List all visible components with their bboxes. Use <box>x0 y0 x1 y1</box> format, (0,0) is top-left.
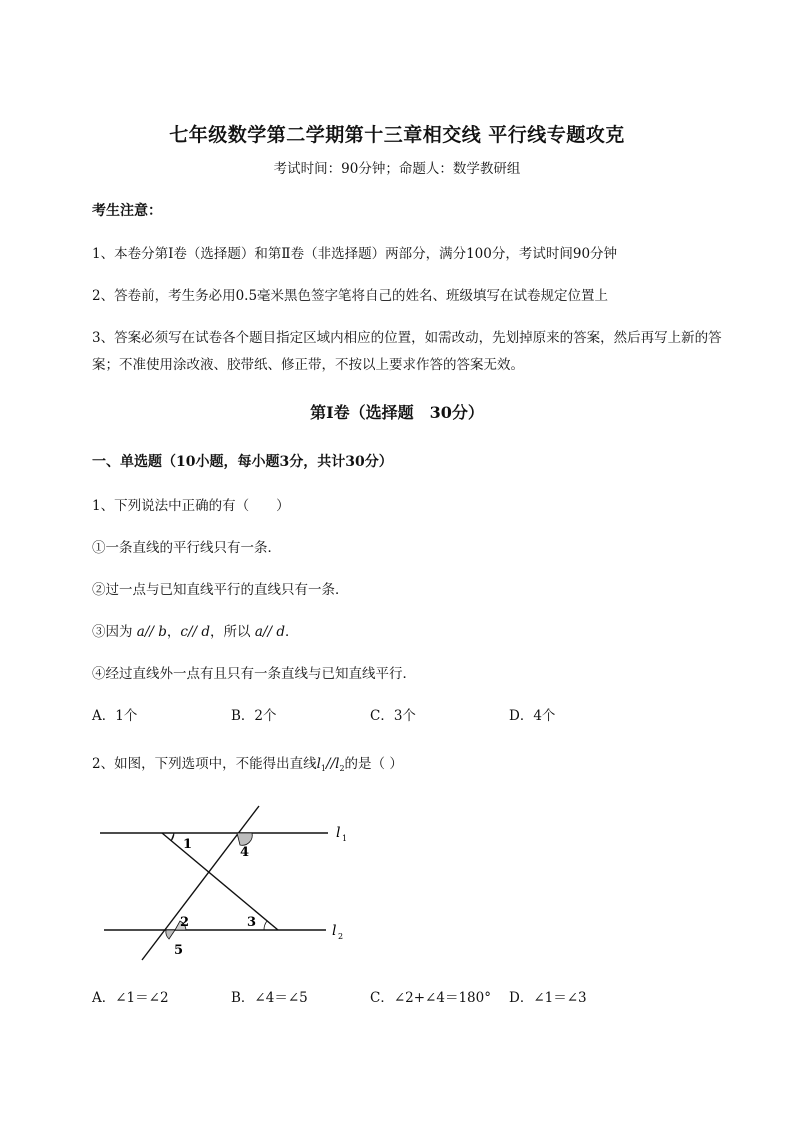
note-item-3: 3、答案必须写在试卷各个题目指定区域内相应的位置，如需改动，先划掉原来的答案，然后再写上新的答案；不准使用涂改液、胶带纸、修正带，不按以上要求作答的答案无效。 <box>92 330 722 373</box>
q2-option-c[interactable]: C．∠2+∠4＝180° <box>370 990 491 1006</box>
exam-subtitle: 考试时间：90分钟；命题人：数学教研组 <box>273 161 521 177</box>
line-label-l1-sub: 1 <box>342 834 348 843</box>
angle-label-3: 3 <box>247 915 257 930</box>
var-a: a <box>254 624 263 640</box>
q1-option-c[interactable]: C．3个 <box>370 708 416 724</box>
parallel-symbol: // <box>262 624 273 640</box>
q2-option-a[interactable]: A．∠1＝∠2 <box>92 990 169 1006</box>
angle-label-4: 4 <box>240 845 250 860</box>
note-item-2: 2、答卷前，考生务必用0.5毫米黑色签字笔将自己的姓名、班级填写在试卷规定位置上 <box>92 288 609 304</box>
notes-heading: 考生注意： <box>92 203 162 219</box>
angle-5-mark <box>166 930 175 939</box>
parallel-symbol: // <box>187 624 198 640</box>
parallel-symbol: // <box>144 624 154 640</box>
q1-s3-so: ，所以 <box>210 624 251 640</box>
section-title: 第Ⅰ卷（选择题 30分） <box>310 403 484 422</box>
angle-label-1: 1 <box>183 837 193 852</box>
q1-option-a[interactable]: A．1个 <box>92 708 138 724</box>
q1-s3-prefix: ③因为 <box>92 624 133 640</box>
q1-statement-2: ②过一点与已知直线平行的直线只有一条． <box>92 582 349 598</box>
line-l1-sub: 1 <box>320 764 327 773</box>
var-b: b <box>158 624 167 640</box>
q2-option-b[interactable]: B．∠4＝∠5 <box>231 990 308 1006</box>
q1-statement-3 <box>92 620 298 640</box>
part-heading: 一、单选题（10小题，每小题3分，共计30分） <box>92 454 393 470</box>
angle-label-5: 5 <box>174 943 184 958</box>
parallel-lines-figure <box>92 798 362 968</box>
line-label-l2: l <box>332 923 337 939</box>
q1-statement-1: ①一条直线的平行线只有一条． <box>92 540 281 556</box>
comma: ， <box>166 624 181 640</box>
transversal-1 <box>142 806 259 960</box>
q2-stem-prefix: 2、如图，下列选项中，不能得出直线 <box>92 756 317 772</box>
angle-3-mark <box>264 921 278 930</box>
q1-option-d[interactable]: D．4个 <box>509 708 556 724</box>
parallel-symbol: // <box>326 756 336 772</box>
angle-label-2: 2 <box>180 915 190 930</box>
var-a: a <box>136 624 145 640</box>
line-label-l2-sub: 2 <box>338 932 344 941</box>
q2-stem <box>92 752 403 773</box>
page-title: 七年级数学第二学期第十三章相交线 平行线专题攻克 <box>169 124 625 146</box>
q1-statement-4: ④经过直线外一点有且只有一条直线与已知直线平行． <box>92 666 416 682</box>
line-l2-sub: 2 <box>339 764 345 773</box>
var-d: d <box>201 624 211 640</box>
q2-stem-suffix: 的是（ ） <box>344 756 403 772</box>
var-d: d <box>276 624 285 640</box>
angle-4-mark <box>237 833 252 845</box>
angle-1-mark <box>171 833 174 841</box>
line-l1: l <box>316 756 321 772</box>
period: ． <box>284 624 299 640</box>
q2-option-d[interactable]: D．∠1＝∠3 <box>509 990 587 1006</box>
line-l2: l <box>335 756 340 772</box>
line-label-l1: l <box>336 825 341 841</box>
var-c: c <box>180 624 188 640</box>
note-item-1: 1、本卷分第Ⅰ卷（选择题）和第Ⅱ卷（非选择题）两部分，满分100分，考试时间90分钟 <box>92 246 618 262</box>
q1-stem: 1、下列说法中正确的有（ ） <box>92 498 290 514</box>
q1-option-b[interactable]: B．2个 <box>231 708 277 724</box>
